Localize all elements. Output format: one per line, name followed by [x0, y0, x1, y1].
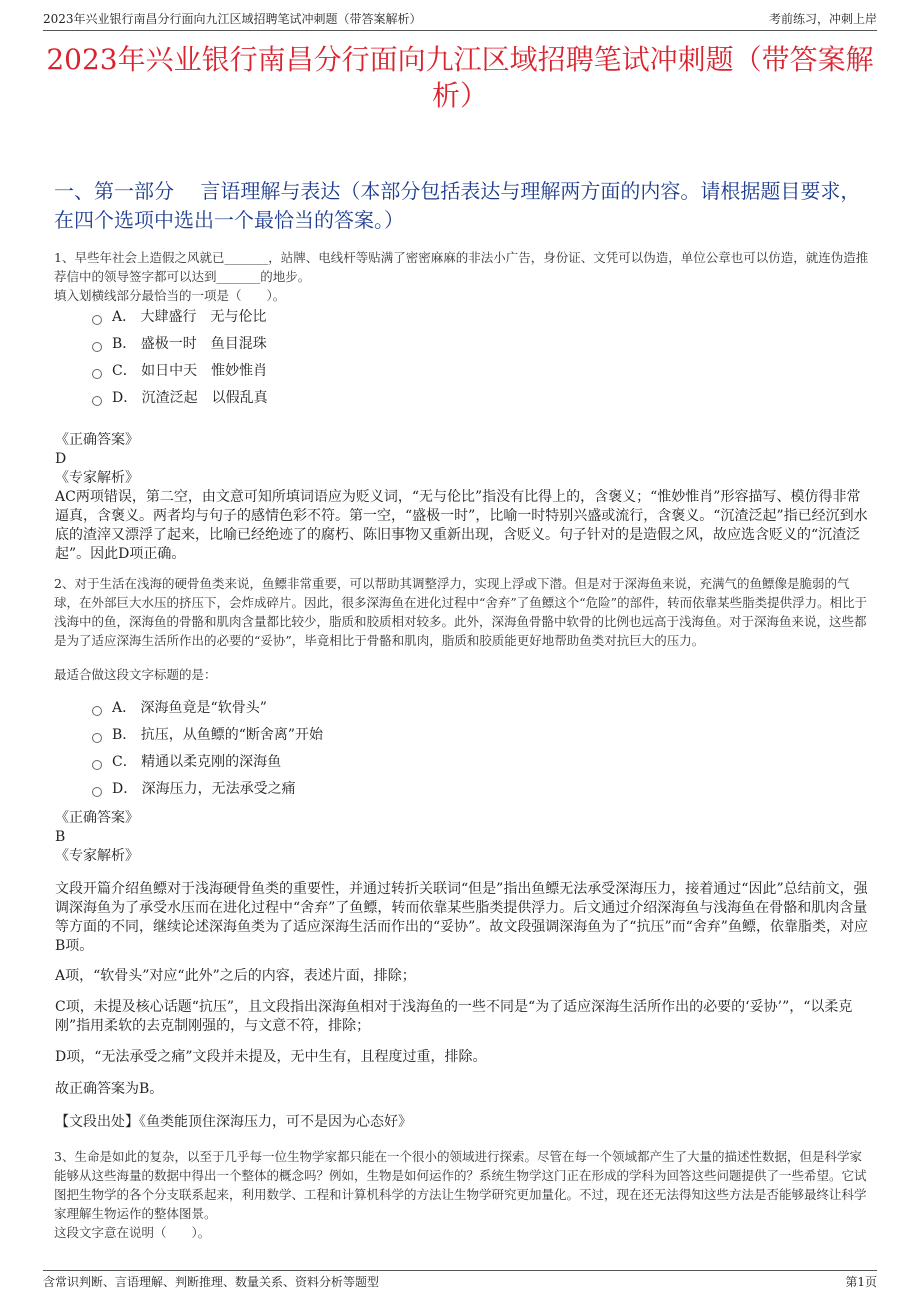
footer-note: 含常识判断、言语理解、判断推理、数量关系、资料分析等题型 — [43, 1275, 380, 1289]
page-footer — [43, 1270, 877, 1293]
document-title: 2023年兴业银行南昌分行面向九江区域招聘笔试冲刺题（带答案解析） — [46, 43, 874, 112]
page-number: 第1页 — [845, 1275, 877, 1289]
answer-value: D — [55, 451, 67, 467]
question-2-stem: 2、对于生活在浅海的硬骨鱼类来说，鱼鳔非常重要，可以帮助其调整浮力，实现上浮或下潜。但是对于深海鱼来说，充满气的鱼鳔像是脆弱的气球，在外部巨大水压的挤压下，会炸成碎片。因此，很多深海鱼在进化过程中“舍弃”了鱼鳔这个“危险”的部件，转而依靠某些脂类提供浮力。相比于浅海中的鱼，深海鱼的骨骼和肌肉含量都比较少，脂质和胶质相对较多。此外，深海鱼骨骼中软骨的比例也远高于浅海鱼。对于深海鱼来说，这些都是为了适应深海生活所作出的必要的“妥协”，毕竟相比于骨骼和肌肉，脂质和胶质能更好地帮助鱼类对抗巨大的压力。 — [54, 576, 868, 648]
question-1-stem: 1、早些年社会上造假之风就已_______，站牌、电线杆等贴满了密密麻麻的非法小广告，身份证、文凭可以伪造，单位公章也可以仿造，就连伪造推荐信中的领导签字都可以达到_______的地步。 — [54, 250, 869, 284]
question-1-options — [92, 304, 268, 412]
radio-icon[interactable] — [92, 733, 102, 743]
analysis-text: AC两项错误，第二空，由文意可知所填词语应为贬义词，“无与伦比”指没有比得上的，含褒义；“惟妙惟肖”形容描写、模仿得非常逼真，含褒义。两者均与句子的感情色彩不符。第一空，“盛极一时”，比喻一时特别兴盛或流行，含褒义。“沉渣泛起”指已经沉到水底的渣滓又漂浮了起来，比喻已经绝迹了的腐朽、陈旧事物又重新出现，含贬义。句子针对的是造假之风，故应选含贬义的“沉渣泛起”。因此D项正确。 — [55, 489, 868, 562]
source-citation: 【文段出处】《鱼类能顶住深海压力，可不是因为心态好》 — [55, 1114, 412, 1130]
answer-label: 《正确答案》 — [55, 810, 139, 826]
question-1-answer-block — [55, 431, 870, 564]
question-2-options — [92, 695, 323, 803]
radio-icon[interactable] — [92, 369, 102, 379]
analysis-label: 《专家解析》 — [55, 848, 139, 864]
question-3-prompt: 这段文字意在说明（ ）。 — [54, 1225, 211, 1240]
option-d[interactable]: D． 深海压力，无法承受之痛 — [92, 776, 323, 803]
radio-icon[interactable] — [92, 760, 102, 770]
analysis-paragraph-3: C项，未提及核心话题“抗压”，且文段指出深海鱼相对于浅海鱼的一些不同是“为了适应深海生活所作出的必要的‘妥协’”，“以柔克刚”指用柔软的去克制刚强的，与文意不符，排除； — [55, 999, 853, 1034]
analysis-label: 《专家解析》 — [55, 470, 139, 486]
question-2 — [54, 574, 870, 650]
analysis-paragraph-4: D项，“无法承受之痛”文段并未提及，无中生有，且程度过重，排除。 — [55, 1049, 487, 1065]
analysis-paragraph-2: A项，“软骨头”对应“此外”之后的内容，表述片面，排除； — [55, 968, 416, 984]
question-1-prompt: 填入划横线部分最恰当的一项是（ ）。 — [54, 288, 286, 303]
question-2-prompt: 最适合做这段文字标题的是： — [54, 667, 217, 682]
question-2-answer-block — [55, 809, 870, 866]
answer-label: 《正确答案》 — [55, 432, 139, 448]
option-d[interactable]: D． 沉渣泛起 以假乱真 — [92, 385, 268, 412]
section-heading: 一、第一部分 言语理解与表达（本部分包括表达与理解两方面的内容。请根据题目要求，在四个选项中选出一个最恰当的答案。） — [54, 179, 861, 232]
option-a[interactable]: A． 深海鱼竟是“软骨头” — [92, 695, 323, 722]
option-c[interactable]: C． 如日中天 惟妙惟肖 — [92, 358, 268, 385]
option-b[interactable]: B． 盛极一时 鱼目混珠 — [92, 331, 268, 358]
question-3-stem: 3、生命是如此的复杂，以至于几乎每一位生物学家都只能在一个很小的领域进行探索。尽管在每一个领域都产生了大量的描述性数据，但是科学家能够从这些海量的数据中得出一个整体的概念吗？例如，生物是如何运作的？系统生物学这门正在形成的学科为回答这些问题提供了一些希望。它试图把生物学的各个分支联系起来，利用数学、工程和计算机科学的方法让生物学研究更加量化。不过，现在还无法得知这些方法是否能够最终让科学家理解生物运作的整体图景。 — [54, 1149, 867, 1221]
radio-icon[interactable] — [92, 315, 102, 325]
radio-icon[interactable] — [92, 787, 102, 797]
option-c[interactable]: C． 精通以柔克刚的深海鱼 — [92, 749, 323, 776]
radio-icon[interactable] — [92, 396, 102, 406]
radio-icon[interactable] — [92, 706, 102, 716]
option-b[interactable]: B． 抗压，从鱼鳔的“断舍离”开始 — [92, 722, 323, 749]
page-header — [43, 8, 877, 31]
question-1 — [54, 248, 870, 305]
option-a[interactable]: A． 大肆盛行 无与伦比 — [92, 304, 268, 331]
radio-icon[interactable] — [92, 342, 102, 352]
analysis-paragraph-5: 故正确答案为B。 — [55, 1081, 164, 1097]
analysis-paragraph-1: 文段开篇介绍鱼鳔对于浅海硬骨鱼类的重要性，并通过转折关联词“但是”指出鱼鳔无法承受深海压力，接着通过“因此”总结前文，强调深海鱼为了承受水压而在进化过程中“舍弃”了鱼鳔，转而依靠某些脂类提供浮力。后文通过介绍深海鱼与浅海鱼在骨骼和肌肉含量等方面的不同，继续论述深海鱼类为了适应深海生活而作出的“妥协”。故文段强调深海鱼为了“抗压”而“舍弃”鱼鳔，依靠脂类，对应B项。 — [55, 881, 868, 954]
answer-value: B — [55, 829, 66, 845]
question-3 — [54, 1147, 870, 1242]
header-slogan: 考前练习，冲刺上岸 — [768, 12, 877, 26]
header-title: 2023年兴业银行南昌分行面向九江区域招聘笔试冲刺题（带答案解析） — [43, 12, 422, 26]
